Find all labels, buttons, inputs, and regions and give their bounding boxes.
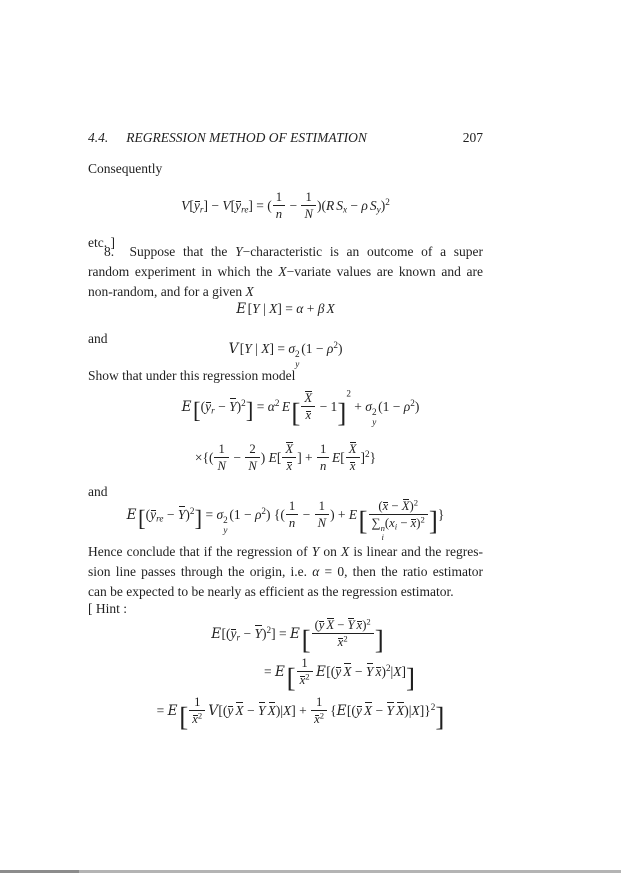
problem8-line-3: non-random, and for a given X	[88, 284, 254, 299]
section-number: 4.4.	[88, 130, 109, 145]
etc-bracket-text: etc. ]	[88, 235, 115, 250]
hence-line-1: Hence conclude that if the regression of Y on X is linear and the regres-	[88, 544, 483, 559]
hint-label: [ Hint :	[88, 601, 127, 616]
hence-line-2: sion line passes through the origin, i.e. α = 0, then the ratio estimator	[88, 564, 483, 579]
equation-conditional-variance: V[Y | X] = σ 2 y $(1 - \rho^2)$	[228, 339, 343, 369]
page-header	[88, 130, 483, 146]
equation-hint-line1: $E[(y_r - Y)^2] = E$[ $\frac{(y X - Y x)^2}{x^2}$ ]	[211, 616, 384, 656]
equation-hint-line2: = E[ $\frac{1}{x^2}$ E[(y X − Y x)$^2$|X]]	[264, 656, 415, 694]
problem8-paragraph	[88, 242, 483, 302]
show-model-text: Show that under this regression model	[88, 368, 296, 383]
equation-mse-ratio-line2: ×{( $\frac{1}{N}$ − $\frac{2}{N}$ ) E[ $\frac{X}{x}$ ] + $\frac{1}{n}$ E[ $\frac{X}{x}$ ]$^2$}	[194, 442, 377, 474]
horizontal-scrollbar-track[interactable]	[0, 870, 621, 873]
equation-conditional-mean: E[Y | X] = α + β X	[236, 301, 335, 317]
equation-mse-regression: $E[(y_{re} - Y)^2] = \sigma$ 2 y $(1 - \rho^2)$ {( $\frac{1}{n}$ − $\frac{1}{N}$ ) + E[ $(x - X)^2$ ∑ n i $(x_i - x)^2$ ]}	[126, 497, 445, 543]
problem8-line-2: random experiment in which the X−variate values are known and are	[88, 264, 484, 279]
and-text-1: and	[88, 331, 108, 346]
page-number: 207	[462, 130, 483, 145]
and-text-2: and	[88, 484, 108, 499]
horizontal-scrollbar-thumb[interactable]	[0, 870, 79, 873]
hence-line-3: can be expected to be nearly as efficient as the regression estimator.	[88, 584, 454, 599]
section-title: REGRESSION METHOD OF ESTIMATION	[126, 130, 367, 145]
hence-paragraph	[88, 542, 483, 602]
consequently-text: Consequently	[88, 161, 163, 176]
equation-mse-ratio-line1: $E[(y_r - Y)^2] = \alpha^2$ E[ $\frac{X}{x}$ − 1]$^2$ + σ 2 y $(1 - \rho^2)$	[181, 388, 420, 429]
equation-hint-line3: = E[ $\frac{1}{x^2}$ V[(y X − Y X)|X] + $\frac{1}{x^2}$ {E[(y X − Y X)|X]}$^2$]	[156, 695, 445, 733]
equation-variance-difference: $V[y_r] - V[y_{re}]$ = ( $\frac{1}{n}$ − $\frac{1}{N}$ )(R $S_x - \rho$ $S_y)^2$	[181, 190, 390, 222]
problem8-line-1: 8. Suppose that the Y−characteristic is an outcome of a super	[104, 244, 483, 259]
